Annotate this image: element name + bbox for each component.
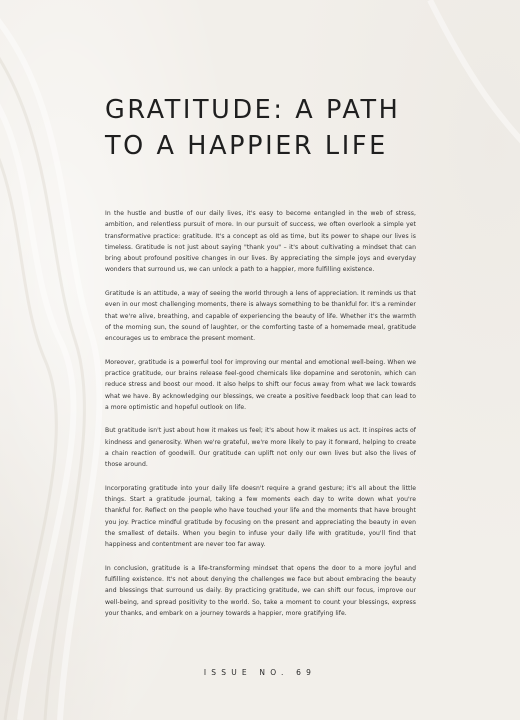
article-paragraph: In the hustle and bustle of our daily lives, it's easy to become entangled in the web of stress, ambition, and relentless pursuit of more. In our pursuit of success, we often overlook a simple yet transformative practice: gratitude. It's a concept as old as time, but its power to shape our lives is timeless. Gratitude is not just about saying "thank you" – it's about cultivating a mindset that can bring about profound positive changes in our lives. By appreciating the simple joys and everyday wonders that surround us, we can unlock a path to a happier, more fulfilling existence. — [105, 210, 416, 274]
article-paragraph: But gratitude isn't just about how it makes us feel; it's about how it makes us act. It inspires acts of kindness and generosity. When we're grateful, we're more likely to pay it forward, helping to create a chain reaction of goodwill. Our gratitude can uplift not only our own lives but also the lives of those around. — [105, 427, 416, 469]
article-body — [105, 208, 416, 631]
issue-number: ISSUE NO. 69 — [203, 668, 317, 677]
article-paragraph: Moreover, gratitude is a powerful tool for improving our mental and emotional well-being. When we practice gratitude, our brains release feel-good chemicals like dopamine and serotonin, which can reduce stress and boost our mood. It also helps to shift our focus away from what we lack towards what we have. By acknowledging our blessings, we create a positive feedback loop that can lead to a more optimistic and hopeful outlook on life. — [105, 358, 416, 411]
article-paragraph: Incorporating gratitude into your daily life doesn't require a grand gesture; it's all about the little things. Start a gratitude journal, taking a few moments each day to write down what you're thankful for. Reflect on the people who have touched your life and the moments that have brought you joy. Practice mindful gratitude by focusing on the present and appreciating the beauty in even the smallest of details. When you begin to infuse your daily life with gratitude, you'll find that happiness and contentment are never too far away. — [105, 484, 416, 549]
article-paragraph: Gratitude is an attitude, a way of seeing the world through a lens of appreciation. It reminds us that even in our most challenging moments, there is always something to be thankful for. It's a reminder that we're alive, breathing, and capable of experiencing the beauty of life. Whether it's the warmth of the morning sun, the sound of laughter, or the comforting taste of a homemade meal, gratitude encourages us to embrace the present moment. — [105, 289, 416, 343]
article-title: GRATITUDE: A PATH TO A HAPPIER LIFE — [105, 95, 401, 161]
article-paragraph: In conclusion, gratitude is a life-transforming mindset that opens the door to a more joyful and fulfilling existence. It's not about denying the challenges we face but about embracing the beauty and blessings that surround us daily. By practicing gratitude, we can shift our focus, improve our well-being, and spread positivity to the world. So, take a moment to count your blessings, express your thanks, and embark on a journey towards a happier, more gratifying life. — [105, 564, 416, 617]
